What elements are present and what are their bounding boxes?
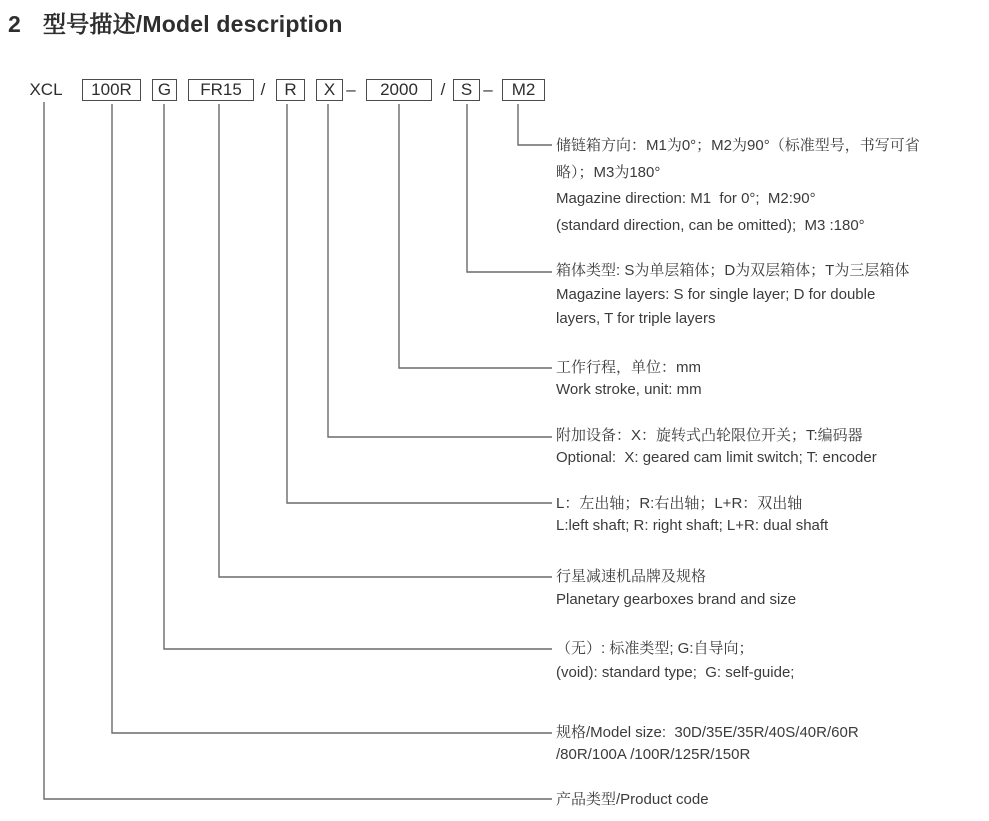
description-line: （无）: 标准类型; G:自导向； [556,640,754,657]
model-code-separator: / [260,80,266,99]
description-line: Magazine direction: M1 for 0°; M2:90° [556,190,816,207]
description-magazine-direction [556,133,920,239]
model-code-box-optional: X [316,79,343,101]
description-shaft-direction [556,493,828,537]
model-code-box-size: 100R [82,79,141,101]
model-code-prefix: XCL [29,80,63,99]
description-magazine-layers [556,259,909,331]
description-guide-type [556,637,794,685]
description-product-code [556,789,709,811]
description-line: 工作行程，单位：mm [556,359,701,376]
description-line: 附加设备：X：旋转式凸轮限位开关；T:编码器 [556,427,863,444]
description-line: Magazine layers: S for single layer; D for double [556,286,876,303]
description-line: (void): standard type; G: self-guide; [556,664,795,681]
connector-line-stroke [399,104,552,368]
description-line: Optional: X: geared cam limit switch; T: encoder [556,449,877,466]
description-line: 规格/Model size: 30D/35E/35R/40S/40R/60R [556,724,859,741]
description-line: 略）；M3为180° [556,163,661,181]
description-model-size [556,722,859,766]
description-line: 行星减速机品牌及规格 [556,568,707,585]
connector-line-prefix [44,102,552,799]
description-line: (standard direction, can be omitted); M3 :180° [556,216,865,234]
model-code-separator: – [346,80,356,99]
connector-line-optional [328,104,552,437]
model-code-box-gearbox: FR15 [188,79,254,101]
description-line: Work stroke, unit: mm [556,381,702,398]
description-line: L:left shaft; R: right shaft; L+R: dual shaft [556,517,829,534]
connector-line-gearbox [219,104,552,577]
connector-line-direction [518,104,552,145]
connector-line-guide [164,104,552,649]
connector-line-layers [467,104,552,272]
description-line: 产品类型/Product code [556,791,709,808]
description-line: L：左出轴；R:右出轴；L+R：双出轴 [556,495,803,512]
model-code-separator: / [440,80,446,99]
description-line: 箱体类型: S为单层箱体；D为双层箱体；T为三层箱体 [556,262,910,279]
model-code-separator: – [483,80,493,99]
model-code-box-stroke: 2000 [366,79,432,101]
description-line: Planetary gearboxes brand and size [556,591,797,608]
description-gearbox-brand [556,565,796,611]
connector-line-shaft [287,104,552,503]
description-work-stroke [556,357,702,401]
section-number: 2 [8,11,21,37]
model-code-box-layers: S [453,79,480,101]
model-code-box-guide: G [152,79,177,101]
description-optional-device [556,425,877,469]
model-code-box-direction: M2 [502,79,545,101]
connector-line-size [112,104,552,733]
section-title [8,6,343,39]
description-line: layers, T for triple layers [556,310,716,327]
description-line: 储链箱方向：M1为0°；M2为90°（标准型号，书写可省 [556,137,920,154]
description-line: /80R/100A /100R/125R/150R [556,746,751,763]
section-title-text: 型号描述/Model description [43,11,343,37]
model-code-box-shaft: R [276,79,305,101]
